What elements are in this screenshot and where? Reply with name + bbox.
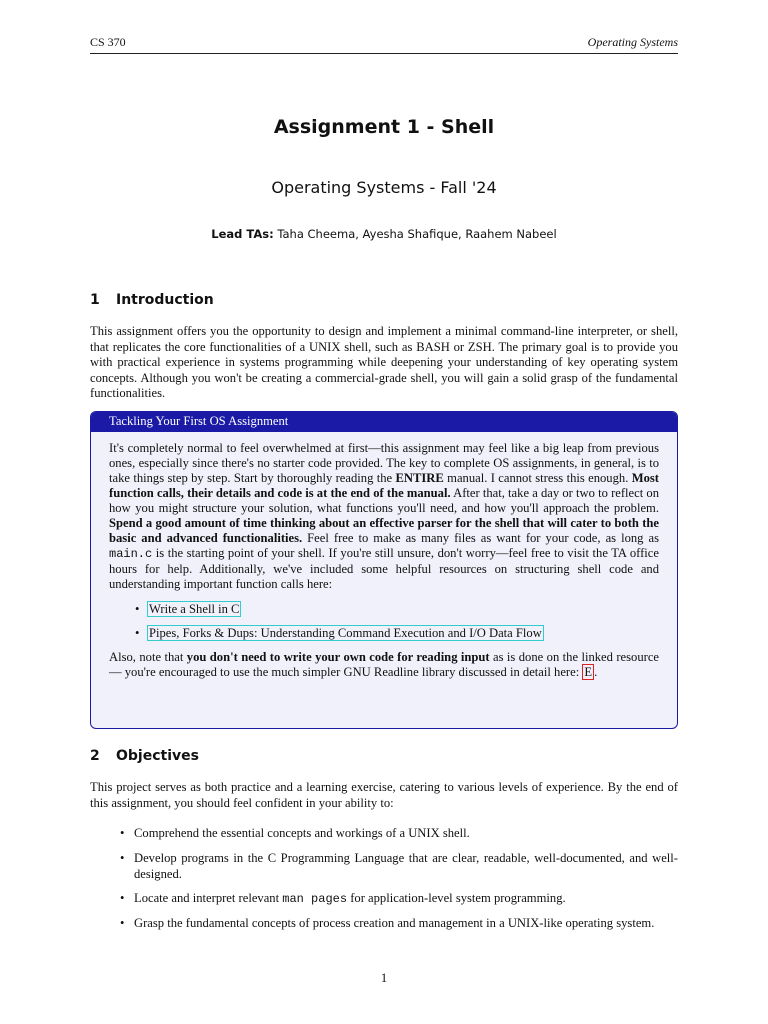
- list-item: [135, 602, 659, 617]
- section-title: Objectives: [116, 748, 199, 764]
- list-item: • Develop programs in the C Programming Language that are clear, readable, well-documented, and well-designed.: [120, 851, 678, 882]
- section-number: 2: [90, 748, 100, 764]
- text-run: Feel free to make as many files as want for your code, as long as: [302, 531, 659, 545]
- callout-body: [91, 432, 677, 680]
- list-item: • Grasp the fundamental concepts of process creation and management in a UNIX-like operating system.: [120, 916, 678, 932]
- page-number: 1: [380, 971, 388, 985]
- link-write-a-shell[interactable]: Write a Shell in C: [149, 602, 240, 616]
- course-code: CS 370: [90, 35, 126, 49]
- link-pipes-forks-dups[interactable]: Pipes, Forks & Dups: Understanding Command Execution and I/O Data Flow: [149, 626, 542, 640]
- text-run: It's completely normal to feel overwhelmed at first—this assignment may feel like a big leap from previous ones, especially since there's no starter code provided. The key to complete OS assignments, in general, is to take things step by step. Start by thoroughly reading the: [109, 441, 659, 485]
- emphasis-text: Spend a good amount of time thinking about an effective parser for the shell that will cater to both the basic and advanced functionalities.: [109, 516, 659, 545]
- intro-paragraph: This assignment offers you the opportunity to design and implement a minimal command-line interpreter, or shell, that replicates the core functionalities of a UNIX shell, such as BASH or ZSH. The primary goal is to provide you with practical experience in systems programming while deepening your understanding of key operating system concepts. Although you won't be creating a commercial-grade shell, you will gain a solid grasp of the fundamental functionalities.: [90, 324, 678, 400]
- text-run: as is done on the linked resource — you're encouraged to use the much simpler GNU Readline library discussed in detail here:: [109, 650, 659, 679]
- header-rule: [90, 53, 678, 54]
- document-title: Assignment 1 - Shell: [273, 116, 495, 138]
- resource-list: [135, 602, 659, 641]
- text-run: Also, note that: [109, 650, 187, 664]
- course-subject: Operating Systems: [587, 35, 678, 49]
- text-run: Locate and interpret relevant: [134, 891, 283, 905]
- callout-box: [90, 411, 678, 729]
- callout-paragraph: [109, 441, 659, 592]
- callout-title: Tackling Your First OS Assignment: [91, 412, 677, 432]
- objectives-paragraph: This project serves as both practice and a learning exercise, catering to various levels of experience. By the end of this assignment, you should feel confident in your ability to:: [90, 780, 678, 810]
- emphasis-text: Most function calls, their details and code is at the end of the manual.: [109, 471, 659, 500]
- code-man-pages: man pages: [282, 892, 348, 906]
- running-header: [90, 35, 678, 51]
- section-title: Introduction: [116, 292, 214, 308]
- reference-link[interactable]: E: [584, 665, 593, 679]
- lead-tas-label: Lead TAs:: [211, 227, 274, 241]
- text-run: .: [594, 665, 598, 679]
- callout-paragraph: [109, 650, 659, 680]
- code-main-c: main.c: [109, 547, 153, 561]
- emphasis-text: you don't need to write your own code for reading input: [186, 650, 490, 664]
- list-item: [120, 891, 678, 908]
- document-subtitle: Operating Systems - Fall '24: [271, 178, 497, 197]
- text-run: After that, take a day or two to reflect on how you might structure your solution, what functions you'll need, and how you'll approach the problem.: [109, 486, 659, 515]
- list-item: [135, 626, 659, 641]
- section-heading-introduction: [90, 292, 214, 308]
- emphasis-entire: ENTIRE: [395, 471, 444, 485]
- lead-tas-names: Taha Cheema, Ayesha Shafique, Raahem Nabeel: [277, 227, 557, 241]
- text-run: is the starting point of your shell. If you're still unsure, don't worry—feel free to visit the TA office hours for help. Additionally, we've included some helpful resources on structuring shell code and understanding important function calls here:: [109, 546, 659, 591]
- section-heading-objectives: [90, 748, 199, 764]
- list-item: • Comprehend the essential concepts and workings of a UNIX shell.: [120, 826, 678, 842]
- section-number: 1: [90, 292, 100, 308]
- text-run: manual. I cannot stress this enough.: [443, 471, 632, 485]
- lead-tas: [0, 227, 768, 241]
- text-run: for application-level system programming.: [347, 891, 566, 905]
